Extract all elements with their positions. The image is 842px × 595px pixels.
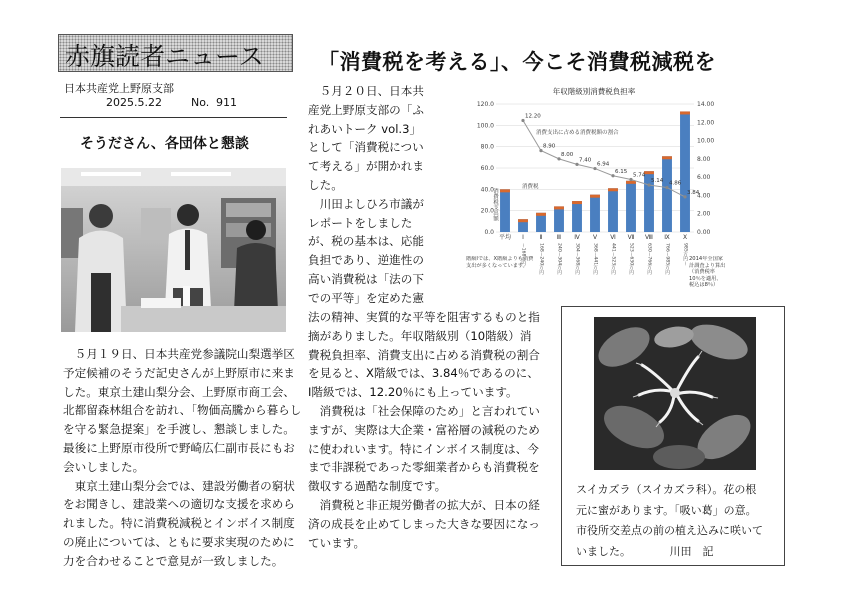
caption-line: 元に蜜があります。「吸い葛」の意。 <box>576 503 757 517</box>
chart-income-range: 985万円～ <box>682 243 688 266</box>
side-line: 力を合わせることで意見が一致しました。 <box>63 553 284 568</box>
side-line: を守る緊急提案」を手渡し、懇談しました。 <box>63 422 295 437</box>
chart-data-label: 5.14 <box>651 178 664 185</box>
side-line: 北都留森林組合を訪れ、「物価高騰から暮らし <box>63 403 302 418</box>
chart-data-label: 3.84 <box>687 189 700 196</box>
chart-bar <box>662 156 672 232</box>
chart-bar-top <box>626 181 636 184</box>
main-line: を見ると、Ⅹ階級では、3.84％であるのに、 <box>308 366 539 381</box>
side-line: をお聞きし、建設業への適切な支援を求めら <box>63 497 295 512</box>
main-article-narrow <box>308 82 424 308</box>
main-line: 負担であり、逆進性の <box>308 253 424 268</box>
main-line: 高い消費税は「法の下 <box>308 271 424 286</box>
issue-number: 911 <box>216 96 237 109</box>
main-line: 済の成長を止めてしまった大きな要因になっ <box>308 516 540 531</box>
chart-income-range: 240～304万円 <box>556 243 562 275</box>
chart-x-label: Ⅲ <box>556 234 562 241</box>
chart-right-tick: 10.00 <box>697 137 715 145</box>
chart-bar-top <box>500 189 510 192</box>
masthead <box>58 34 293 72</box>
chart-left-tick: 20.0 <box>480 207 494 215</box>
chart-data-label: 7.40 <box>579 157 592 164</box>
chart-bar <box>572 201 582 232</box>
main-line: に使われいます。特にインボイス制度は、今 <box>308 441 539 456</box>
main-headline: 「消費税を考える」、今こそ消費税減税を <box>318 50 716 74</box>
main-line: ５月２０日、日本共 <box>308 84 424 98</box>
main-line: 徴収する過酷な制度です。 <box>308 479 447 494</box>
chart-x-label: Ⅰ <box>522 234 524 241</box>
chart-right-tick: 8.00 <box>697 155 711 163</box>
side-line: の廃止については、ともに要求実現のために <box>63 534 295 549</box>
chart-x-label: 平均 <box>498 234 512 241</box>
main-line: 摘がありました。年収階級別（10階級）消 <box>308 328 532 343</box>
chart-note-right-wrap <box>689 256 726 312</box>
chart-income-range: 766～985万円 <box>664 243 670 275</box>
caption-line: スイカズラ（スイカズラ科）。花の根 <box>576 483 757 496</box>
main-line: て考える」が開かれま <box>308 159 424 174</box>
chart-x-label: Ⅱ <box>539 234 543 241</box>
side-line: した。東京土建山梨分会、上野原市商工会、 <box>63 384 295 399</box>
main-line: が、税の基本は、応能 <box>308 234 424 249</box>
chart-data-label: 4.86 <box>669 180 682 187</box>
side-line: 会いしました。 <box>63 459 145 474</box>
chart-left-tick: 80.0 <box>480 143 494 151</box>
meeting-photo-icon <box>61 168 286 332</box>
chart-bar-top <box>572 201 582 204</box>
main-line: レポートをしました <box>308 215 413 230</box>
chart-left-tick: 60.0 <box>480 165 494 172</box>
chart-right-tick: 4.00 <box>697 192 711 200</box>
chart-data-label: 8.00 <box>561 151 574 158</box>
chart-left-tick: 40.0 <box>480 186 494 194</box>
chart-data-label: 6.94 <box>597 161 610 168</box>
masthead-title: 赤旗読者ニュース <box>65 42 264 71</box>
chart-left-axis-label: 消費税支出額 <box>492 188 498 221</box>
chart-bar-top <box>662 156 672 159</box>
main-line: ています。 <box>308 535 366 550</box>
main-line: した。 <box>308 177 343 192</box>
side-article-body <box>63 345 301 571</box>
chart-data-label: 6.15 <box>615 168 628 175</box>
chart-bar <box>500 189 510 232</box>
caption-line: 市役所交差点の前の植え込みに咲いて <box>576 524 763 537</box>
chart-bar <box>590 195 600 232</box>
chart-bar-top <box>680 111 690 114</box>
chart-x-label: Ⅹ <box>682 234 688 241</box>
chart-title: 年収階級別消費税負担率 <box>552 87 636 96</box>
flower-caption <box>576 480 763 562</box>
main-article-wide <box>308 308 540 552</box>
side-line: ５月１９日、日本共産党参議院山梨選挙区 <box>63 347 295 361</box>
chart-bar-top <box>608 188 618 191</box>
tax-burden-chart <box>466 84 726 314</box>
main-line: 費税負担率、消費支出に占める消費税の割合 <box>308 347 540 362</box>
main-line: 消費税と非正規労働者の拡大が、日本の経 <box>308 497 540 512</box>
party-name: 日本共産党上野原支部 <box>64 82 174 95</box>
main-line: 法の精神、実質的な平等を阻害するものと指 <box>308 310 540 324</box>
caption-line: いました。 川田 記 <box>576 544 714 558</box>
chart-income-range: 523～630万円 <box>628 243 634 275</box>
side-line: 予定候補のそうだ記史さんが上野原市に来ま <box>63 365 295 380</box>
flower-photo <box>594 317 756 470</box>
header-rule <box>60 117 287 118</box>
chart-data-label: 8.90 <box>543 143 556 150</box>
chart-bar <box>680 111 690 232</box>
chart-right-tick: 2.00 <box>697 210 711 218</box>
chart-x-label: Ⅴ <box>592 234 598 241</box>
chart-bar-top <box>590 195 600 198</box>
chart-right-tick: 0.00 <box>697 229 711 236</box>
chart-income-range: 304～368万円 <box>574 243 580 275</box>
chart-left-tick: 0.0 <box>484 229 494 236</box>
main-line: れあいトーク vol.3」 <box>308 121 422 136</box>
side-line: れました。特に消費税減税とインボイス制度 <box>63 516 295 531</box>
main-line: 産党上野原支部の「ふ <box>308 102 424 117</box>
chart-right-tick: 14.00 <box>697 101 715 108</box>
chart-right-tick: 6.00 <box>697 174 711 182</box>
chart-svg <box>466 84 726 314</box>
chart-bar-top <box>554 206 564 209</box>
chart-data-label: 12.20 <box>525 113 541 120</box>
main-line: ますが、実際は大企業・富裕層の減税のため <box>308 422 540 437</box>
side-line: 最後に上野原市役所で野崎広仁副市長にもお <box>63 440 295 455</box>
side-article-title: そうださん、各団体と懇談 <box>80 136 249 152</box>
chart-line-legend: 消費支出に占める消費税額の割合 <box>536 130 619 136</box>
chart-bar-top <box>518 219 528 222</box>
chart-note-left-wrap <box>466 256 536 296</box>
side-line: 東京土建山梨分会では、建設労働者の窮状 <box>63 478 295 493</box>
main-line: まで非課税であった零細業者からも消費税を <box>308 460 540 475</box>
main-line: Ⅰ階級では、12.20％にも上っています。 <box>308 385 518 400</box>
chart-bar <box>554 206 564 232</box>
main-line: 消費税は「社会保障のため」と言われてい <box>308 403 540 418</box>
chart-bar-top <box>644 171 654 174</box>
honeysuckle-photo-icon <box>594 317 756 470</box>
chart-x-label: Ⅸ <box>664 234 670 241</box>
chart-income-range: 368～441万円 <box>592 243 598 275</box>
meeting-photo <box>61 168 286 332</box>
issue-no-label: No. <box>191 96 210 109</box>
chart-income-range: 168～240万円 <box>538 243 544 275</box>
chart-right-tick: 12.00 <box>697 119 715 127</box>
chart-x-label: Ⅵ <box>610 234 616 241</box>
chart-note-right: 2014年全国家計調査より算出（消費税率10％を適用、税込は8％） <box>689 256 726 288</box>
chart-bar <box>626 181 636 232</box>
chart-x-label: Ⅳ <box>574 234 580 241</box>
chart-left-tick: 100.0 <box>476 122 494 130</box>
chart-bar-legend: 消費税 <box>522 184 539 190</box>
chart-left-tick: 120.0 <box>476 101 494 108</box>
main-line: として「消費税につい <box>308 140 424 155</box>
chart-income-range: 630～766万円 <box>646 243 652 275</box>
chart-bar-top <box>536 213 546 216</box>
chart-x-label: Ⅷ <box>645 234 653 241</box>
chart-bar <box>608 188 618 232</box>
chart-note-left: 階級Ⅰでは、Ⅹ階級よりも消費支出が多くなっています。 <box>466 256 534 269</box>
chart-data-label: 5.74 <box>633 172 646 179</box>
chart-income-range: ～168万円 <box>520 243 526 266</box>
issue-date: 2025.5.22 <box>106 96 162 109</box>
main-line: 川田よしひろ市議が <box>308 196 424 211</box>
chart-income-range: 441～523万円 <box>610 243 616 275</box>
main-line: での平等」を定めた憲 <box>308 290 424 305</box>
chart-x-label: Ⅶ <box>627 234 635 241</box>
